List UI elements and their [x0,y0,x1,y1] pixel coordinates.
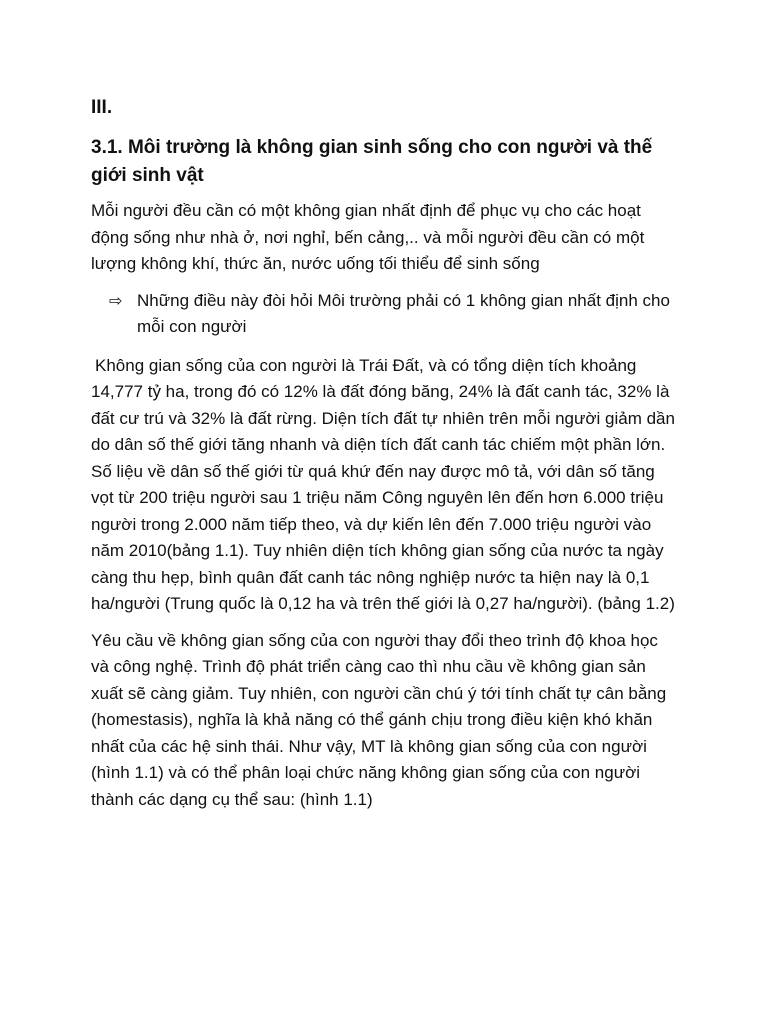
paragraph-2: Không gian sống của con người là Trái Đất, và có tổng diện tích khoảng 14,777 tỷ ha, trong đó có 12% là đất đóng băng, 24% là đất canh tác, 32% là đất cư trú và 32% là đất rừng. Diện tích đất tự nhiên trên mỗi người giảm dần do dân số thế giới tăng nhanh và diện tích đất canh tác chiếm một phần lớn. Số liệu về dân số thế giới từ quá khứ đến nay được mô tả, với dân số tăng vọt từ 200 triệu người sau 1 triệu năm Công nguyên lên đến hơn 6.000 triệu người trong 2.000 năm tiếp theo, và dự kiến lên đến 7.000 triệu người vào năm 2010(bảng 1.1). Tuy nhiên diện tích không gian sống của nước ta ngày càng thu hẹp, bình quân đất canh tác nông nghiệp nước ta hiện nay là 0,1 ha/người (Trung quốc là 0,12 ha và trên thế giới là 0,27 ha/người). (bảng 1.2) [91,355,675,613]
section-heading: 3.1. Môi trường là không gian sinh sống cho con người và thế giới sinh vật [91,137,653,186]
bullet-item [109,288,676,341]
paragraph-1: Mỗi người đều cần có một không gian nhất định để phục vụ cho các hoạt động sống như nhà ở, nơi nghỉ, bến cảng,.. và mỗi người đều cần có một lượng không khí, thức ăn, nước uống tối thiểu để sinh sống [91,201,645,273]
arrow-right-outline-icon: ⇨ [109,290,123,310]
section-label: III. [91,97,113,118]
bullet-text: Những điều này đòi hỏi Môi trường phải có 1 không gian nhất định cho mỗi con người [137,290,670,336]
paragraph-3: Yêu cầu về không gian sống của con người thay đổi theo trình độ khoa học và công nghệ. Trình độ phát triển càng cao thì nhu cầu về không gian sản xuất sẽ càng giảm. Tuy nhiên, con người cần chú ý tới tính chất tự cân bằng (homestasis), nghĩa là khả năng có thể gánh chịu trong điều kiện khó khăn nhất của các hệ sinh thái. Như vậy, MT là không gian sống của con người (hình 1.1) và có thể phân loại chức năng không gian sống của con người thành các dạng cụ thể sau: (hình 1.1) [91,630,667,809]
